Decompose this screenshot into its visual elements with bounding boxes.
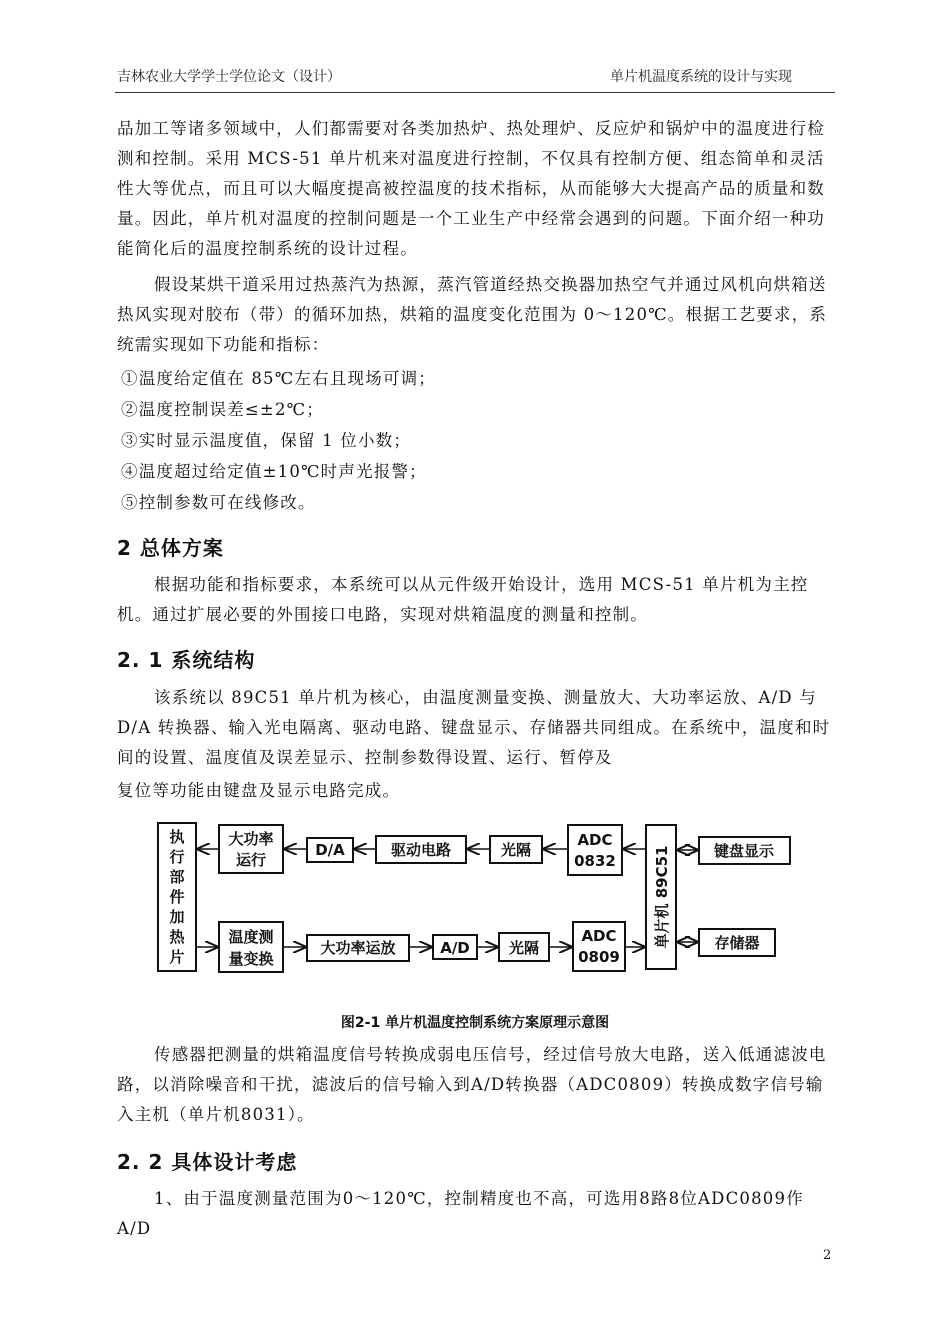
ad-label: A/D [440, 939, 470, 957]
drive-label: 驱动电路 [390, 841, 452, 859]
list-item: ⑤控制参数可在线修改。 [121, 493, 316, 512]
keyboard-label: 键盘显示 [713, 842, 775, 860]
list-item: ②温度控制误差≤±2℃； [121, 400, 325, 419]
paragraph-requirements: 假设某烘干道采用过热蒸汽为热源，蒸汽管道经热交换器加热空气并通过风机向烘箱送热风实现对胶布（带）的循环加热，烘箱的温度变化范围为 0～120℃。根据工艺要求，系统需实现如下功能和指标： [117, 275, 828, 354]
section-heading-2-2: 2. 2 具体设计考虑 [117, 1150, 298, 1174]
paragraph-intro: 品加工等诸多领域中，人们都需要对各类加热炉、热处理炉、反应炉和锅炉中的温度进行检测和控制。采用 MCS-51 单片机来对温度进行控制，不仅具有控制方便、组态简单和灵活性大等优点，而且可以大幅度提高被控温度的技术指标，从而能够大大提高产品的质量和数量。因此，单片机对温度的控制问题是一个工业生产中经常会遇到的问题。下面介绍一种功能简化后的温度控制系统的设计过程。 [117, 119, 825, 258]
adc-bottom-label: ADC [581, 927, 617, 945]
mcu-label: 单片机 89C51 [653, 845, 671, 949]
page-number: 2 [823, 1248, 832, 1263]
power-amp-label: 大功率运放 [320, 939, 396, 957]
list-item: ①温度给定值在 85℃左右且现场可调； [121, 369, 436, 388]
opto-top-label: 光隔 [500, 841, 532, 859]
power-run-label: 运行 [235, 851, 267, 869]
paragraph-structure: 该系统以 89C51 单片机为核心，由温度测量变换、测量放大、大功率运放、A/D 与 D/A 转换器、输入光电隔离、驱动电路、键盘显示、存储器共同组成。在系统中，温度和时间的设置、温度值及误差显示、控制参数得设置、运行、暂停及 [117, 688, 831, 767]
list-item: ③实时显示温度值，保留 1 位小数； [121, 431, 412, 450]
power-run-label: 大功率 [228, 830, 274, 848]
exec-label: 部 [169, 868, 185, 886]
adc-bottom-label: 0809 [578, 948, 620, 966]
exec-label: 加 [169, 908, 185, 926]
adc-top-label: ADC [577, 831, 613, 849]
figure-caption: 图2-1 单片机温度控制系统方案原理示意图 [340, 1015, 610, 1031]
paragraph-design-1: 1、由于温度测量范围为0～120℃，控制精度也不高，可选用8路8位ADC0809作A/D [117, 1189, 804, 1238]
da-label: D/A [315, 841, 345, 859]
exec-label: 执 [169, 828, 185, 846]
temp-meas-label: 量变换 [228, 950, 274, 968]
system-block-diagram [0, 815, 950, 1005]
paragraph-overall: 根据功能和指标要求，本系统可以从元件级开始设计，选用 MCS-51 单片机为主控机。通过扩展必要的外围接口电路，实现对烘箱温度的测量和控制。 [117, 575, 809, 624]
exec-label: 行 [169, 848, 185, 866]
exec-label: 片 [169, 948, 185, 966]
list-item: ④温度超过给定值±10℃时声光报警； [121, 462, 427, 481]
header-left: 吉林农业大学学士学位论文（设计） [117, 69, 341, 85]
section-heading-2: 2 总体方案 [117, 536, 224, 560]
header-right: 单片机温度系统的设计与实现 [610, 69, 792, 85]
exec-label: 件 [169, 888, 185, 906]
exec-label: 热 [169, 928, 185, 946]
storage-label: 存储器 [714, 934, 760, 952]
header-rule [115, 92, 835, 93]
paragraph-sensor: 传感器把测量的烘箱温度信号转换成弱电压信号，经过信号放大电路，送入低通滤波电路，以消除噪音和干扰，滤波后的信号输入到A/D转换器（ADC0809）转换成数字信号输入主机（单片机8031）。 [117, 1045, 827, 1124]
section-heading-2-1: 2. 1 系统结构 [117, 648, 256, 672]
temp-meas-label: 温度测 [228, 928, 274, 946]
adc-top-label: 0832 [574, 852, 616, 870]
opto-bottom-label: 光隔 [508, 939, 540, 957]
paragraph-structure-end: 复位等功能由键盘及显示电路完成。 [117, 781, 401, 800]
